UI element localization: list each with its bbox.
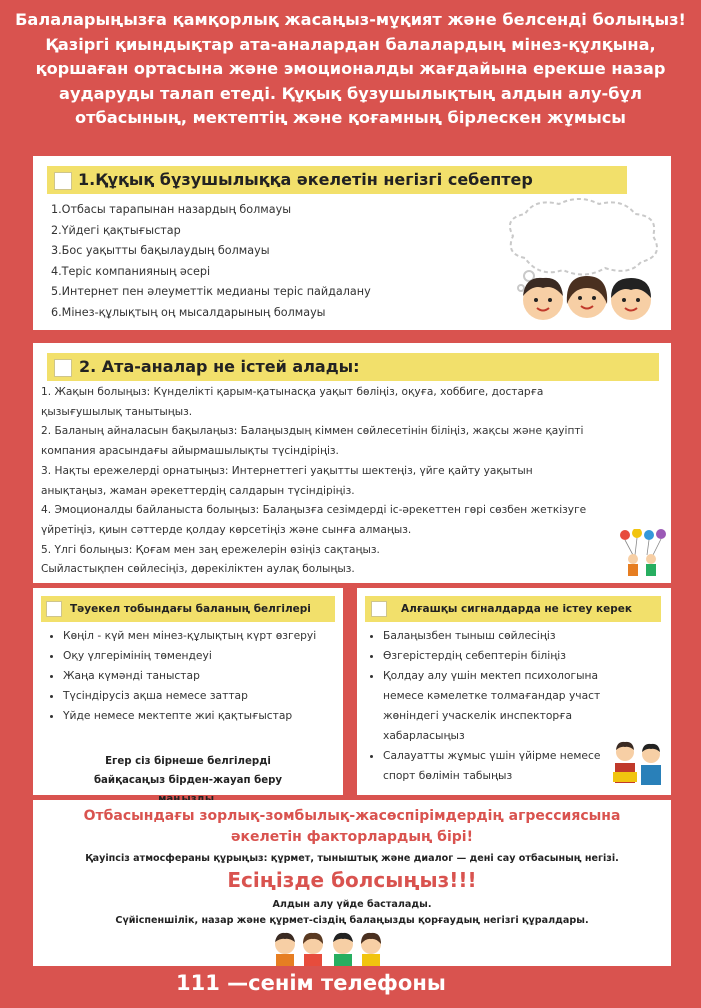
risk-sign-item: • Үйде немесе мектепте жиі қақтығыстар (63, 706, 335, 726)
cause-item: 2.Үйдегі қақтығыстар (51, 223, 181, 237)
parents-line: қызығушылық танытыңыз. (41, 405, 193, 418)
parents-text (41, 383, 586, 580)
parents-line: анықтаңыз, жаман әрекеттердің салдарын түсіндіріңіз. (41, 484, 355, 497)
child-face-icon (611, 278, 651, 320)
causes-checkbox-icon (54, 172, 72, 190)
parents-checkbox-icon (54, 359, 72, 377)
prevention-text: Алдын алу үйде басталады. (272, 899, 432, 910)
signals-title: Алғашқы сигналдарда не істеу керек (401, 603, 633, 615)
risk-note: Егер сіз бірнеше белгілерді байқасаңыз бірден-жауап беру (93, 756, 283, 786)
kids-with-balloons-illustration (617, 529, 669, 579)
cause-item: 3.Бос уақытты бақылаудың болмауы (51, 244, 270, 257)
risk-title: Тәуекел тобындағы баланың белгілері (70, 603, 311, 615)
reading-kids-illustration (611, 738, 667, 790)
risk-signs-card (33, 588, 343, 795)
cause-item: 5.Интернет пен әлеуметтік медианы теріс пайдалану (51, 285, 371, 298)
cause-item: 4.Теріс компанияның әсері (51, 264, 211, 278)
parents-line: компания арасындағы айырмашылықты түсіндіріңіз. (41, 445, 339, 458)
risk-sign-item: • Оқу үлгерімінің төмендеуі (63, 646, 335, 666)
first-signals-card (357, 588, 671, 795)
risk-checkbox-icon (46, 601, 62, 617)
signal-item: • Қолдау алу үшін мектеп психологына немесе кәмелетке толмағандар участ жөніндегі учаскелік инспекторға хабарласыңыз (383, 666, 635, 746)
causes-title: 1.Құқық бұзушылыққа әкелетін негізгі себептер (78, 170, 533, 189)
child-face-icon (523, 278, 563, 320)
family-illustration (273, 932, 385, 966)
parents-line: үйретіңіз, қиын сәттерде қолдау көрсетіңіз және сынға алмаңыз. (41, 523, 412, 536)
signal-item: • Өзгерістердің себептерін біліңіз (383, 646, 635, 666)
atmosphere-text: Қауіпсіз атмосфераны құрыңыз: құрмет, тыныштық және диалог — дені сау отбасының негізі. (85, 853, 619, 864)
risk-sign-item: • Түсіндірусіз ақша немесе заттар (63, 686, 335, 706)
parents-line: 3. Нақты ережелерді орнатыңыз: Интернеттегі уақытты шектеңіз, үйге қайту уақытын (41, 464, 533, 477)
children-thinking-illustration (495, 196, 667, 326)
violence-headline: Отбасындағы зорлық-зомбылық-жасөспірімдердің агрессиясына әкелетін факторлардың бірі! (83, 808, 621, 845)
hotline-text: 111 —сенім телефоны (176, 971, 446, 995)
parents-line: Сыйластықпен сөйлесіңіз, дөрекіліктен аулақ болыңыз. (41, 563, 355, 576)
tools-text: Сүйіспеншілік, назар және құрмет-сіздің балаңызды қорғаудың негізгі құралдары. (115, 915, 589, 926)
parents-line: 1. Жақын болыңыз: Күнделікті қарым-қатынасқа уақыт бөліңіз, оқуға, хоббиге, достарға (41, 386, 544, 398)
first-signals-list (361, 626, 635, 786)
risk-sign-item: • Жаңа күмәнді таныстар (63, 666, 335, 686)
cause-item: 6.Мінез-құлықтың оң мысалдарының болмауы (51, 305, 326, 319)
intro-text: Балаларыңызға қамқорлық жасаңыз-мұқият және белсенді болыңыз!Қазіргі қиындықтар ата-аналардан балалардың мінез-құлқына, қоршаған ортасына және эмоционалды жағдайына ерекше назар аударуды талап етеді. Құқық бұзушылықтың алдын алу-бұл отбасының, мектептің және қоғамның бірлескен жұмысы (15, 10, 686, 127)
bottom-card (33, 800, 671, 966)
child-face-icon (567, 276, 607, 318)
cause-item: 1.Отбасы тарапынан назардың болмауы (51, 203, 292, 216)
signals-checkbox-icon (371, 601, 387, 617)
signal-item: • Балаңызбен тыныш сөйлесіңіз (383, 626, 635, 646)
parents-line: 4. Эмоционалды байланыста болыңыз: Балаңызға сезімдерді іс-әрекеттен гөрі сөзбен жеткізуге (41, 504, 587, 517)
parents-title: 2. Ата-аналар не істей алады: (79, 357, 360, 376)
signal-item: • Салауатты жұмыс үшін үйірме немесе спорт бөлімін табыңыз (383, 746, 635, 786)
parents-line: 5. Үлгі болыңыз: Қоғам мен заң ережелерін өзіңіз сақтаңыз. (41, 543, 380, 556)
remember-heading: Есіңізде болсыңыз!!! (227, 868, 477, 892)
causes-list (51, 200, 371, 323)
causes-card (33, 156, 671, 330)
parents-card (33, 343, 671, 583)
parents-line: 2. Баланың айналасын бақылаңыз: Балаңыздың кіммен сөйлесетінін біліңіз, жақсы және қауіпті (41, 425, 584, 438)
risk-signs-list (41, 626, 335, 726)
risk-sign-item: • Көңіл - күй мен мінез-құлықтың күрт өзгеруі (63, 626, 335, 646)
